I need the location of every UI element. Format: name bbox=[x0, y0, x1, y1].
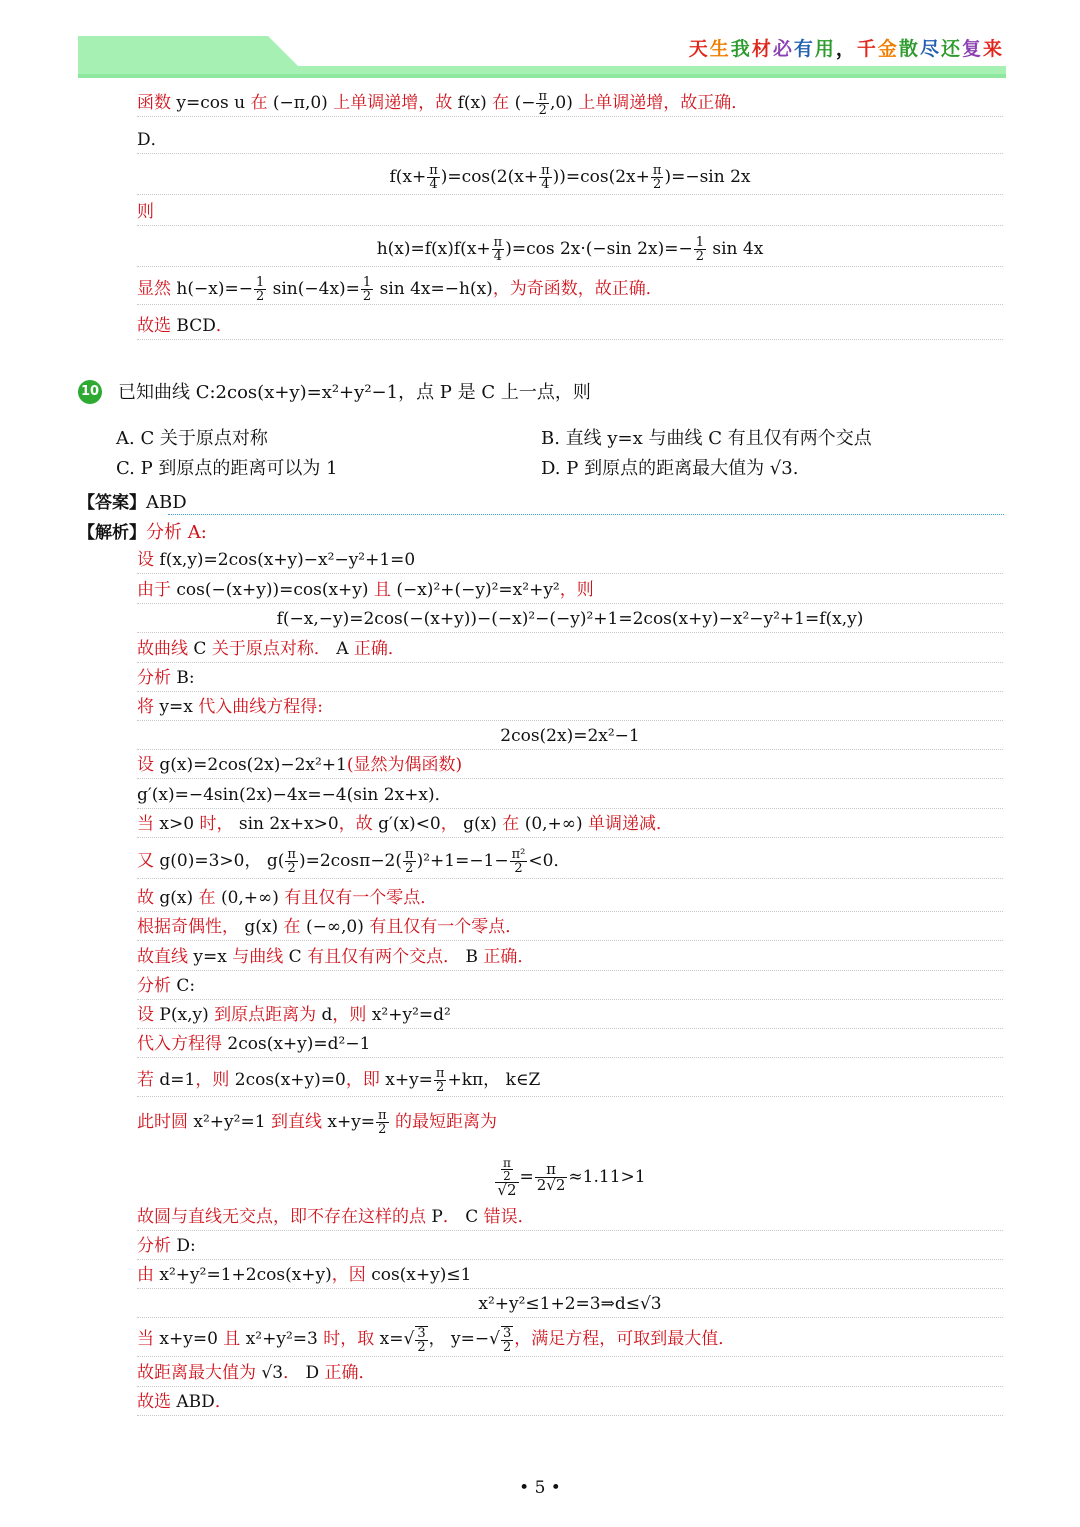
motto-char: 我 bbox=[730, 38, 752, 60]
prev-line-4: 则 bbox=[137, 199, 1003, 226]
motto-char: ， bbox=[835, 38, 857, 60]
motto-char: 材 bbox=[751, 38, 773, 60]
analysis-d-3: 当 x+y=0 且 x²+y²=3 时，取 x=√ $\frac{3}{2}$ ， y=−√ $\frac{3}{2}$ ，满足方程，可取到最大值． bbox=[137, 1322, 1003, 1357]
motto-char: 来 bbox=[982, 38, 1004, 60]
analysis-b-8: 根据奇偶性， g(x) 在 (−∞,0) 有且仅有一个零点． bbox=[137, 914, 1003, 941]
question-stem: 已知曲线 C:2cos(x+y)=x²+y²−1，点 P 是 C 上一点，则 bbox=[118, 382, 591, 403]
motto-char: 天 bbox=[688, 38, 710, 60]
answer-line: 【答案】ABD bbox=[78, 492, 187, 513]
analysis-label: 【解析】分析 A: bbox=[78, 522, 207, 543]
prev-line-2: D． bbox=[137, 127, 1003, 154]
analysis-b-3: 设 g(x)=2cos(2x)−2x²+1(显然为偶函数) bbox=[137, 752, 1003, 779]
page-number: • 5 • bbox=[519, 1478, 561, 1498]
analysis-c-conclusion: 故圆与直线无交点，即不存在这样的点 P． C 错误． bbox=[137, 1204, 1003, 1231]
motto-char: 必 bbox=[772, 38, 794, 60]
motto-char: 金 bbox=[877, 38, 899, 60]
analysis-d-head: 分析 D: bbox=[137, 1233, 1003, 1260]
analysis-d-formula: x²+y²≤1+2=3⇒d≤√3 bbox=[137, 1291, 1003, 1318]
motto-char: 尽 bbox=[919, 38, 941, 60]
final-answer: 故选 ABD． bbox=[137, 1389, 1003, 1416]
analysis-a-1: 设 f(x,y)=2cos(x+y)−x²−y²+1=0 bbox=[137, 547, 1003, 574]
analysis-c-3: 若 d=1，则 2cos(x+y)=0，即 x+y= $\frac{\pi}{2}$ +kπ， k∈Z bbox=[137, 1064, 1003, 1097]
analysis-b-head: 分析 B: bbox=[137, 665, 1003, 692]
motto-char: 散 bbox=[898, 38, 920, 60]
analysis-b-5: 当 x>0 时， sin 2x+x>0，故 g′(x)<0， g(x) 在 (0,+∞) 单调递减． bbox=[137, 811, 1003, 838]
analysis-a-formula: f(−x,−y)=2cos(−(x+y))−(−x)²−(−y)²+1=2cos(x+y)−x²−y²+1=f(x,y) bbox=[137, 606, 1003, 633]
prev-formula-1: f(x+ $\frac{\pi}{4}$ )=cos(2(x+ $\frac{\pi}{4}$ ))=cos(2x+ $\frac{\pi}{2}$ )=−sin 2x bbox=[137, 160, 1003, 195]
prev-line-1: 函数 y=cos u 在 (−π,0) 上单调递增，故 f(x) 在 (− $\frac{\pi}{2}$ ,0) 上单调递增，故正确． bbox=[137, 90, 1003, 117]
question-number-badge: 10 bbox=[78, 380, 102, 404]
analysis-c-formula: $\frac{\frac{\pi}{2}}{√2}$ = $\frac{\pi}{2√2}$ ≈1.11>1 bbox=[497, 1156, 646, 1199]
analysis-d-conclusion: 故距离最大值为 √3． D 正确． bbox=[137, 1360, 1003, 1387]
analysis-c-1: 设 P(x,y) 到原点距离为 d，则 x²+y²=d² bbox=[137, 1002, 1003, 1029]
analysis-c-head: 分析 C: bbox=[137, 973, 1003, 1000]
option-c: C. P 到原点的距离可以为 1 bbox=[116, 458, 338, 479]
analysis-a-conclusion: 故曲线 C 关于原点对称． A 正确． bbox=[137, 636, 1003, 663]
analysis-c-2: 代入方程得 2cos(x+y)=d²−1 bbox=[137, 1031, 1003, 1058]
analysis-b-1: 将 y=x 代入曲线方程得: bbox=[137, 694, 1003, 721]
analysis-a-2: 由于 cos(−(x+y))=cos(x+y) 且 (−x)²+(−y)²=x²+y²，则 bbox=[137, 577, 1003, 604]
option-d: D. P 到原点的距离最大值为 √3. bbox=[541, 458, 799, 479]
analysis-b-7: 故 g(x) 在 (0,+∞) 有且仅有一个零点． bbox=[137, 885, 1003, 912]
motto-char: 千 bbox=[856, 38, 878, 60]
motto-char: 有 bbox=[793, 38, 815, 60]
option-a: A. C 关于原点对称 bbox=[116, 428, 268, 449]
fraction: $\frac{\pi}{2}$ bbox=[538, 89, 548, 118]
answer-separator bbox=[168, 514, 1004, 515]
prev-line-6: 显然 h(−x)=− $\frac{1}{2}$ sin(−4x)= $\frac{1}{2}$ sin 4x=−h(x)，为奇函数，故正确． bbox=[137, 274, 1003, 305]
header-motto bbox=[689, 34, 1004, 61]
motto-char: 生 bbox=[709, 38, 731, 60]
analysis-d-1: 由 x²+y²=1+2cos(x+y)，因 cos(x+y)≤1 bbox=[137, 1262, 1003, 1289]
analysis-b-6: 又 g(0)=3>0， g( $\frac{\pi}{2}$ )=2cosπ−2( $\frac{\pi}{2}$ )²+1=−1− $\frac{\text{π²}}{2}$ <0． bbox=[137, 844, 1003, 879]
motto-char: 还 bbox=[940, 38, 962, 60]
option-b: B. 直线 y=x 与曲线 C 有且仅有两个交点 bbox=[541, 428, 872, 449]
analysis-b-conclusion: 故直线 y=x 与曲线 C 有且仅有两个交点． B 正确． bbox=[137, 944, 1003, 971]
prev-formula-2: h(x)=f(x)f(x+ $\frac{\pi}{4}$ )=cos 2x·(−sin 2x)=− $\frac{1}{2}$ sin 4x bbox=[137, 232, 1003, 267]
analysis-b-4: g′(x)=−4sin(2x)−4x=−4(sin 2x+x)． bbox=[137, 782, 1003, 809]
analysis-c-4: 此时圆 x²+y²=1 到直线 x+y= $\frac{\pi}{2}$ 的最短距离为 bbox=[137, 1108, 497, 1137]
motto-char: 用 bbox=[814, 38, 836, 60]
analysis-b-formula: 2cos(2x)=2x²−1 bbox=[137, 723, 1003, 750]
motto-char: 复 bbox=[961, 38, 983, 60]
prev-line-7: 故选 BCD． bbox=[137, 313, 1003, 340]
